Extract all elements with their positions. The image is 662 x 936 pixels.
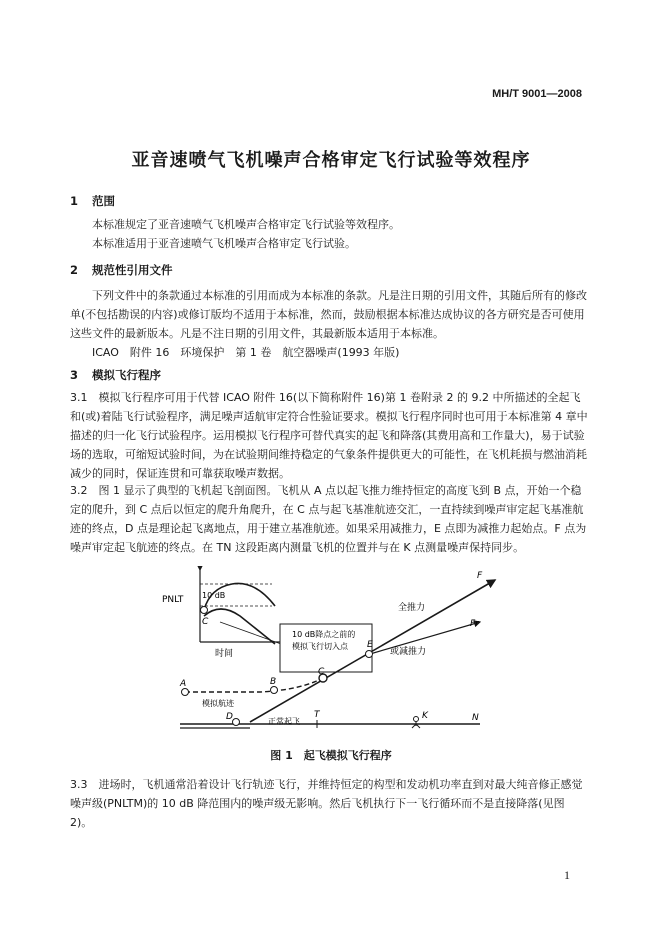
point-fr-label: Fr — [470, 619, 479, 629]
inset-c-marker — [201, 607, 208, 614]
entry-box-line-1: 10 dB降点之前的 — [292, 630, 356, 639]
section-number: 2 — [70, 263, 79, 277]
standard-number: MH/T 9001—2008 — [492, 88, 582, 100]
section-1-heading — [70, 193, 115, 209]
section-number: 1 — [70, 194, 79, 208]
point-c-label: C — [318, 667, 325, 677]
point-d-label: D — [226, 712, 233, 722]
point-a-label: A — [180, 679, 187, 689]
section-3-para-3: 3.3 进场时，飞机通常沿着设计飞行轨迹飞行，并维持恒定的构型和发动机功率直到对最大纯音修正感觉噪声级(PNLTM)的 10 dB 降范围内的噪声级无影响。然后飞机执行下一飞行循环而不是直接降落(见图 2)。 — [70, 778, 583, 829]
time-label: 时间 — [215, 649, 234, 659]
section-title: 规范性引用文件 — [92, 263, 173, 277]
point-n-label: N — [472, 713, 479, 723]
section-3-para-1: 3.1 模拟飞行程序可用于代替 ICAO 附件 16(以下简称附件 16)第 1 卷附录 2 的 9.2 中所描述的全起飞和(或)着陆飞行试验程序，满足噪声适航审定符合性验证要求。模拟飞行程序同时也可用于本标准第 4 章中描述的归一化飞行试验程序。运用模拟飞行程序可替代真实的起飞和降落(其费用高和工作量大)，易于试验场的选取，可缩短试验时间，为在试验期间维持稳定的气象条件提供更大的可能性，在飞机耗损与燃油消耗减少的同时，保证连贯和可靠获取噪声数据。 — [70, 391, 588, 480]
point-d-marker — [233, 719, 240, 726]
point-b-marker — [271, 687, 278, 694]
section-title: 模拟飞行程序 — [92, 368, 161, 382]
reduced-thrust-label: 或减推力 — [390, 647, 427, 657]
full-thrust-label: 全推力 — [398, 603, 426, 613]
section-1-para-2: 本标准适用于亚音速喷气飞机噪声合格审定飞行试验。 — [92, 237, 356, 250]
point-b-label: B — [270, 677, 277, 687]
page-title: 亚音速喷气飞机噪声合格审定飞行试验等效程序 — [131, 150, 531, 171]
figure-1-diagram — [160, 566, 500, 746]
section-2-para-1: 下列文件中的条款通过本标准的引用而成为本标准的条款。凡是注日期的引用文件，其随后所有的修改单(不包括勘误的内容)或修订版均不适用于本标准，然而，鼓励根据本标准达成协议的各方研究是否可使用这些文件的最新版本。凡是不注日期的引用文件，其最新版本适用于本标准。 — [70, 289, 587, 340]
section-number: 3 — [70, 368, 79, 382]
pnlt-curve-lower — [204, 609, 275, 644]
section-2-heading — [70, 262, 173, 278]
sim-track-label: 模拟航迹 — [202, 699, 234, 708]
section-1-para-1: 本标准规定了亚音速喷气飞机噪声合格审定飞行试验等效程序。 — [92, 218, 400, 231]
normal-takeoff-label: 正常起飞 — [268, 717, 300, 726]
inset-c-label: C — [202, 617, 209, 627]
entry-box-line-2: 模拟飞行切入点 — [292, 642, 348, 651]
section-3-para-2: 3.2 图 1 显示了典型的飞机起飞剖面图。飞机从 A 点以起飞推力维持恒定的高度飞到 B 点，开始一个稳定的爬升，到 C 点后以恒定的爬升角爬升，在 C 点与起飞基准航迹交汇，一直持续到噪声审定起飞基准航迹的终点，D 点是理论起飞离地点，用于建立基准航迹。如果采用减推力，E 点即为减推力起始点。F 点为噪声审定起飞航迹的终点。在 TN 这段距离内测量飞机的位置并与在 K 点测量噪声保持同步。 — [70, 484, 587, 554]
db-label: 10 dB — [202, 591, 226, 600]
section-title: 范围 — [92, 194, 115, 208]
figure-1-caption: 图 1 起飞模拟飞行程序 — [270, 749, 392, 762]
page-number: 1 — [564, 868, 570, 882]
point-e-marker — [366, 651, 373, 658]
section-2-reference: ICAO 附件 16 环境保护 第 1 卷 航空器噪声(1993 年版) — [92, 346, 400, 359]
point-f-label: F — [477, 571, 483, 581]
point-e-label: E — [367, 640, 373, 650]
section-3-heading — [70, 367, 161, 383]
simulated-track — [185, 678, 323, 692]
pnlt-label: PNLT — [162, 595, 184, 605]
point-t-label: T — [314, 710, 320, 720]
point-a-marker — [182, 689, 189, 696]
point-k-label: K — [422, 711, 428, 721]
microphone-icon — [412, 717, 420, 729]
